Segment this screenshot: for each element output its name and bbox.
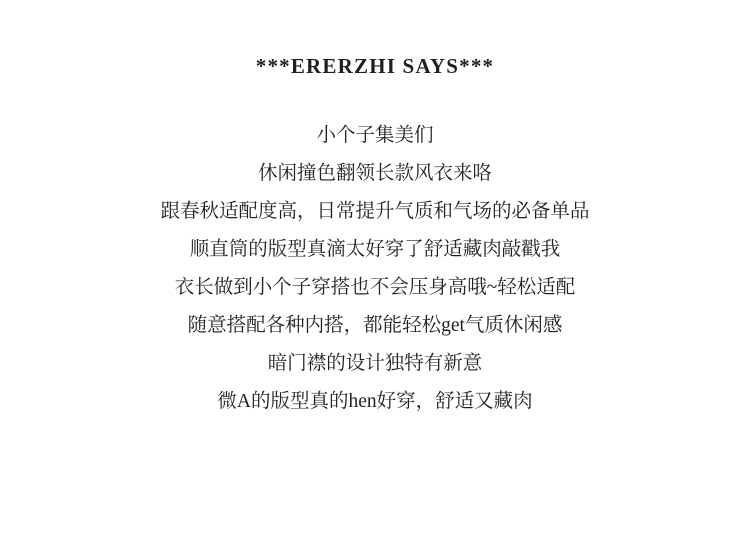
promo-line: 休闲撞色翻领长款风衣来咯	[257, 163, 492, 184]
promo-line: 暗门襟的设计独特有新意	[267, 353, 483, 374]
promo-line: 跟春秋适配度高，日常提升气质和气场的必备单品	[160, 201, 590, 222]
promo-line: 顺直筒的版型真滴太好穿了舒适藏肉敲戳我	[189, 239, 561, 260]
promo-line: 小个子集美们	[316, 125, 434, 146]
page-title: ***ERERZHI SAYS***	[255, 54, 495, 78]
promo-line: 随意搭配各种内搭，都能轻松get气质休闲感	[187, 315, 563, 336]
promo-copy-block	[0, 117, 750, 421]
promo-line: 微A的版型真的hen好穿，舒适又藏肉	[217, 391, 533, 412]
promo-line: 衣长做到小个子穿搭也不会压身高哦~轻松适配	[174, 277, 576, 298]
